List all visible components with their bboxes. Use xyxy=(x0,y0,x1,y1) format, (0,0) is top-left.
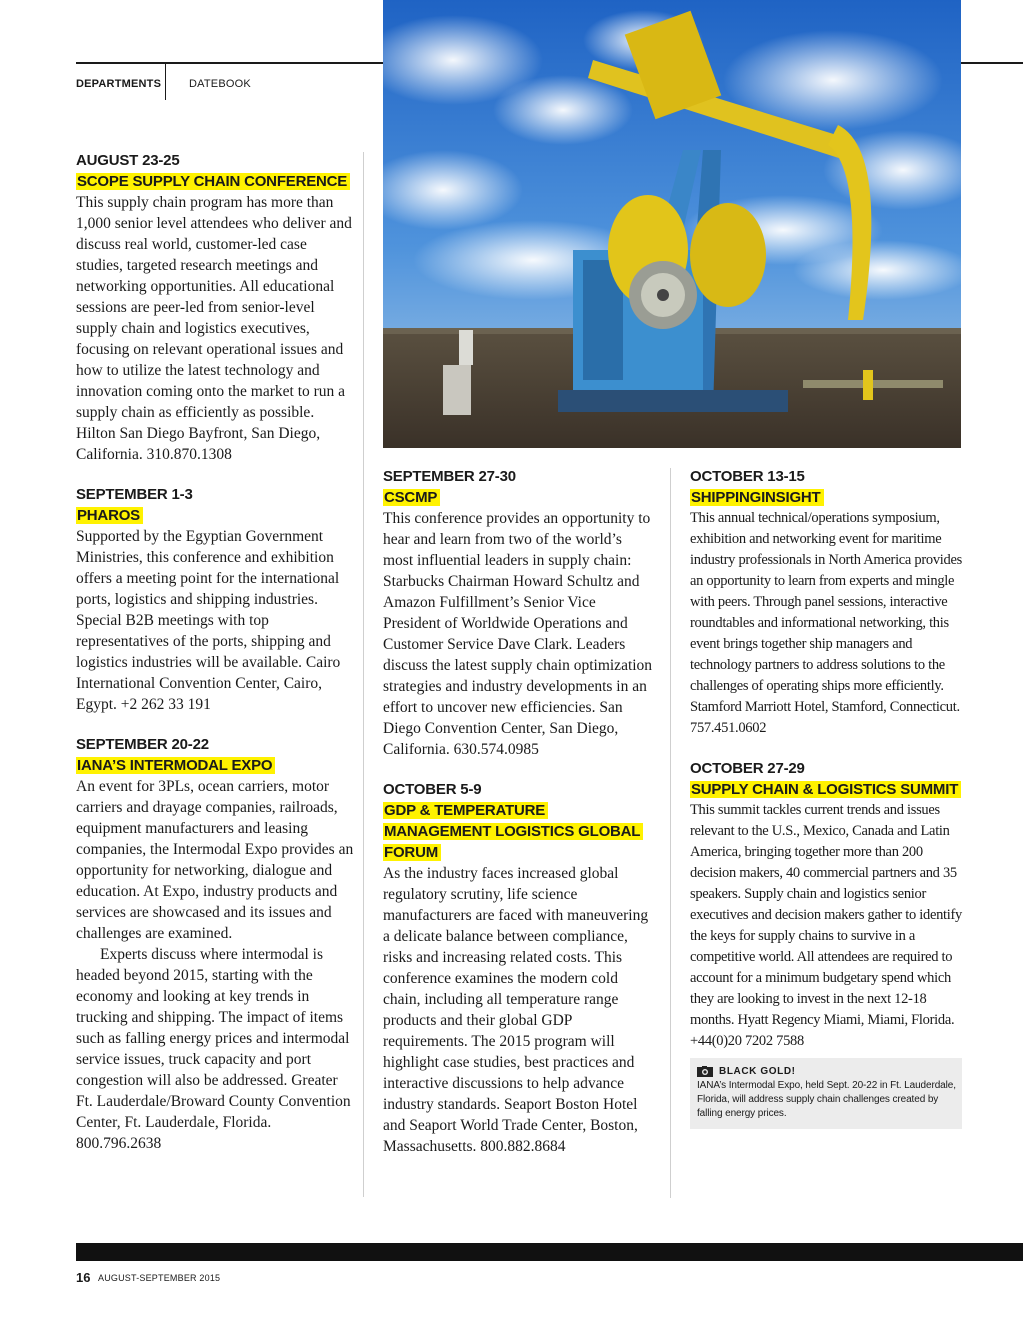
event-title: IANA’S INTERMODAL EXPO xyxy=(76,755,356,776)
event-gdp-forum xyxy=(383,779,655,1157)
event-description: This annual technical/operations symposium, exhibition and networking event for maritime industry professionals in North America provides an opportunity to learn from experts and mingle with peers. Through panel sessions, interactive roundtables and informational networking, this event brings together ship managers and technology partners to address solutions to the challenges of operating ships more efficiently. Stamford Marriott Hotel, Stamford, Connecticut. 757.451.0602 xyxy=(690,510,962,736)
event-logistics-summit xyxy=(690,758,962,1052)
event-description: This supply chain program has more than 1,000 senior level attendees who deliver and discuss real world, customer-led case studies, targeted research meetings and networking opportunities. All educational sessions are peer-led from senior-level supply chain and logistics executives, focusing on relevant operational issues and how to utilize the latest technology and innovation coming onto the market to run a supply chain as efficiently as possible. Hilton San Diego Bayfront, San Diego, California. 310.870.1308 xyxy=(76,194,352,463)
event-title: CSCMP xyxy=(383,487,655,508)
section-label: DEPARTMENTS xyxy=(76,78,162,90)
event-date: OCTOBER 13-15 xyxy=(690,468,805,485)
event-description: Supported by the Egyptian Government Ministries, this conference and exhibition offers a meeting point for the international ports, logistics and shipping industries. Special B2B meetings with top representatives of the ports, shipping and logistics industries will be available. Cairo International Convention Center, Cairo, Egypt. +2 262 33 191 xyxy=(76,528,341,713)
event-title: SUPPLY CHAIN & LOGISTICS SUMMIT xyxy=(690,779,962,800)
event-description: This summit tackles current trends and issues relevant to the U.S., Mexico, Canada and Latin America, bringing together more than 200 decision makers, 40 commercial partners and 35 speakers. Supply chain and logistics senior executives and decision makers gather to identify the keys for supply chains to survive in a competitive world. All attendees are required to account for a minimum budgetary spend which they are looking to invest in the next 12-18 months. Hyatt Regency Miami, Miami, Florida. +44(0)20 7202 7588 xyxy=(690,802,962,1049)
event-shippinginsight xyxy=(690,466,962,739)
event-title: SCOPE SUPPLY CHAIN CONFERENCE xyxy=(76,171,356,192)
oil-pumpjack-photo xyxy=(383,0,961,448)
event-cscmp xyxy=(383,466,655,760)
event-description: This conference provides an opportunity to hear and learn from two of the world’s most influential leaders in supply chain: Starbucks Chairman Howard Schultz and Amazon Fulfillment’s Senior Vice President of Worldwide Operations and Customer Service Dave Clark. Leaders discuss the latest supply chain optimization strategies and industry developments in an effort to uncover new efficiencies. San Diego Convention Center, San Diego, California. 630.574.0985 xyxy=(383,510,653,758)
event-date: OCTOBER 5-9 xyxy=(383,781,482,798)
column-left xyxy=(76,150,356,1173)
header-rule xyxy=(76,62,383,64)
photo-caption xyxy=(690,1058,962,1129)
header-rule-right xyxy=(961,62,1023,64)
subsection-label: DATEBOOK xyxy=(189,78,251,90)
event-date: OCTOBER 27-29 xyxy=(690,760,805,777)
caption-text: IANA’s Intermodal Expo, held Sept. 20-22 in Ft. Lauderdale, Florida, will address supply chain challenges created by falling energy prices. xyxy=(697,1080,956,1119)
event-date: SEPTEMBER 20-22 xyxy=(76,736,209,753)
issue-date: AUGUST-SEPTEMBER 2015 xyxy=(98,1273,221,1283)
event-title: SHIPPINGINSIGHT xyxy=(690,487,962,508)
camera-icon xyxy=(697,1066,713,1077)
caption-heading: BLACK GOLD! xyxy=(719,1066,796,1077)
event-title: GDP & TEMPERATURE MANAGEMENT LOGISTICS GLOBAL FORUM xyxy=(383,800,655,863)
event-description: As the industry faces increased global regulatory scrutiny, life science manufacturers are faced with maneuvering a delicate balance between compliance, risks and increasing related costs. This conference examines the modern cold chain, including all temperature range products and their global GDP requirements. The 2015 program will highlight case studies, best practices and interactive discussions to help advance industry standards. Seaport Boston Hotel and Seaport World Trade Center, Boston, Massachusetts. 800.882.8684 xyxy=(383,865,649,1155)
footer-bar xyxy=(76,1243,1023,1261)
column-middle xyxy=(383,466,655,1176)
event-scope xyxy=(76,150,356,465)
event-paragraph: Experts discuss where intermodal is headed beyond 2015, starting with the economy and looking at key trends in trucking and shipping. The impact of items such as falling energy prices and intermodal service issues, truck capacity and port congestion will also be addressed. Greater Ft. Lauderdale/Broward County Convention Center, Ft. Lauderdale, Florida. 800.796.2638 xyxy=(76,946,351,1152)
column-divider xyxy=(670,468,671,1198)
event-description xyxy=(76,776,356,1154)
event-date: AUGUST 23-25 xyxy=(76,152,180,169)
event-paragraph: An event for 3PLs, ocean carriers, motor carriers and drayage companies, railroads, equipment manufacturers and leasing companies, the Intermodal Expo provides an opportunity for networking, dialogue and education. At Expo, industry products and services are showcased and its issues and challenges are examined. xyxy=(76,778,354,942)
column-divider xyxy=(363,152,364,1197)
column-right xyxy=(690,466,962,1129)
event-date: SEPTEMBER 27-30 xyxy=(383,468,516,485)
event-iana xyxy=(76,734,356,1154)
page-number: 16 xyxy=(76,1270,91,1285)
header-separator xyxy=(165,62,166,100)
caption-heading-row xyxy=(697,1066,956,1077)
event-title: PHAROS xyxy=(76,505,356,526)
event-date: SEPTEMBER 1-3 xyxy=(76,486,193,503)
event-pharos xyxy=(76,484,356,715)
